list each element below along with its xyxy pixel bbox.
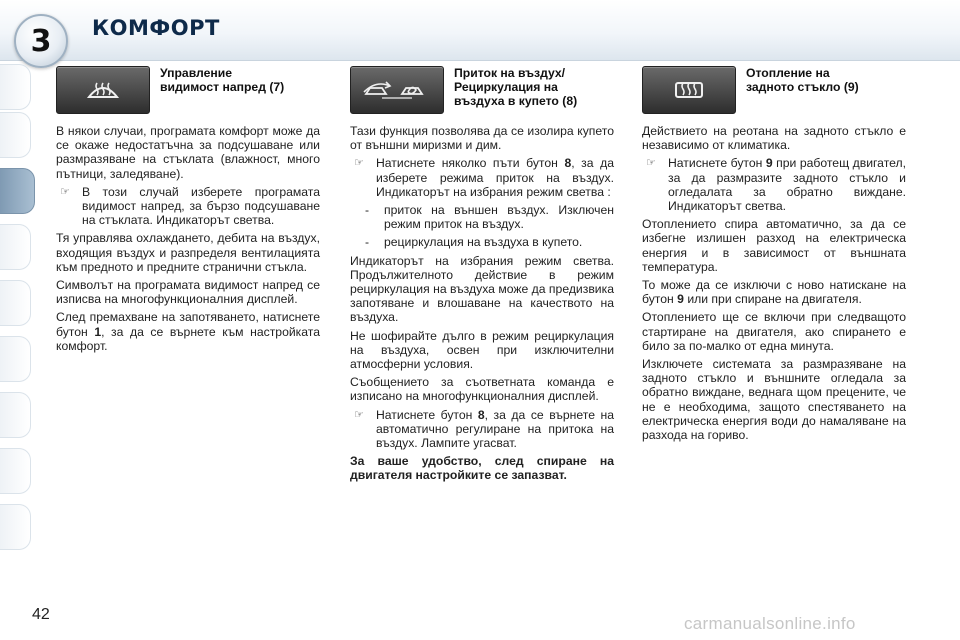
paragraph: В някои случаи, програмата комфорт може да се окаже недостатъчна за подсушаване или размразяване на стъклата (влажност, много пътници, заледяване). <box>56 124 320 181</box>
button-reference: 8 <box>477 407 485 422</box>
section-heading-row <box>350 66 614 116</box>
pointing-hand-icon: ☞ <box>354 156 364 170</box>
section-body <box>642 124 906 442</box>
section-heading: Отопление на задното стъкло (9) <box>746 66 859 94</box>
button-reference: 1 <box>94 324 102 339</box>
section-heading: Управление видимост напред (7) <box>160 66 285 94</box>
side-tab-8[interactable] <box>0 448 31 494</box>
paragraph: Символът на програмата видимост напред се изписва на многофункционалния дисплей. <box>56 278 320 307</box>
instruction-item <box>350 408 614 451</box>
button-reference: 9 <box>765 156 773 171</box>
instruction-text: В този случай изберете програмата видимост напред, за бързо подсушаване на стъклата. Индикаторът светва. <box>82 184 320 228</box>
text-span: След премахване на запотяването, натиснете бутон <box>56 310 320 339</box>
indented-paragraph: Съобщението за съответната команда е изписано на многофункционалния дисплей. <box>350 375 614 404</box>
instruction-text <box>668 156 906 213</box>
text-span: Натиснете няколко пъти бутон <box>376 156 565 171</box>
section-air-recirculation <box>350 66 614 487</box>
chapter-side-tabs <box>0 62 32 582</box>
paragraph: Изключете системата за размразяване на задното стъкло и външните огледала за обратно виждане, веднага щом прецените, че не е необходима, защото спестяването на електрическа енергия води до намаляване на разхода на гориво. <box>642 357 906 443</box>
button-reference: 9 <box>677 292 684 307</box>
instruction-text <box>376 156 614 199</box>
side-tab-5[interactable] <box>0 280 31 326</box>
section-heading-row <box>642 66 906 116</box>
section-body <box>56 124 320 353</box>
section-body <box>350 124 614 483</box>
pointing-hand-icon: ☞ <box>646 156 656 170</box>
instruction-item <box>642 156 906 213</box>
rear-screen-heating-icon <box>642 66 736 114</box>
instruction-text <box>376 408 614 451</box>
paragraph: Отоплението ще се включи при следващото стартиране на двигателя, ако спирането е било за по-малко от една минута. <box>642 310 906 353</box>
chapter-title: КОМФОРТ <box>92 16 220 40</box>
side-tab-3-active[interactable] <box>0 168 35 214</box>
button-reference: 8 <box>564 156 572 171</box>
section-rear-screen-heating <box>642 66 906 446</box>
header-bar <box>0 0 960 61</box>
paragraph <box>56 310 320 353</box>
chapter-number-badge: 3 <box>14 14 68 68</box>
section-heading-row <box>56 66 320 116</box>
indented-paragraph: Индикаторът на избрания режим светва. Продължителното действие в режим рециркулация на въздуха може да предизвика запотяване и влошаване на качеството на въздуха. <box>350 253 614 325</box>
mode-text: приток на външен въздух. Изключен режим приток на въздух. <box>384 203 614 232</box>
air-recirculation-icon <box>350 66 444 114</box>
side-tab-1[interactable] <box>0 64 31 110</box>
side-tab-4[interactable] <box>0 224 31 270</box>
instruction-item <box>56 185 320 228</box>
mode-item: - приток на външен въздух. Изключен режим приток на въздух. <box>364 203 614 232</box>
page-number: 42 <box>32 606 50 623</box>
paragraph <box>642 278 906 306</box>
side-tab-7[interactable] <box>0 392 31 438</box>
mode-text: рециркулация на въздуха в купето. <box>384 235 583 250</box>
bold-note: За ваше удобство, след спиране на двигателя настройките се запазват. <box>350 454 614 483</box>
text-span: , за да се върнете на автоматично регулиране на притока на въздух. Лампите угасват. <box>376 407 614 451</box>
pointing-hand-icon: ☞ <box>354 407 364 421</box>
paragraph: Тази функция позволява да се изолира купето от външни миризми и дим. <box>350 124 614 153</box>
text-span: или при спиране на двигателя. <box>683 292 862 307</box>
side-tab-9[interactable] <box>0 504 31 550</box>
paragraph: Действието на реотана на задното стъкло е независимо от климатика. <box>642 124 906 153</box>
paragraph: Тя управлява охлаждането, дебита на въздух, входящия въздух и разпределя вентилацията към предното и предните странични стъкла. <box>56 231 320 274</box>
text-span: То може да се изключи с ново натискане на бутон <box>642 278 906 307</box>
paragraph: Отоплението спира автоматично, за да се избегне излишен разход на електрическа енергия и в зависимост от външната температура. <box>642 217 906 274</box>
text-span: Натиснете бутон <box>376 407 478 422</box>
watermark: carmanualsonline.info <box>684 614 856 633</box>
text-span: Натиснете бутон <box>668 156 766 171</box>
section-windscreen-visibility <box>56 66 320 357</box>
mode-item: - рециркулация на въздуха в купето. <box>350 235 614 249</box>
pointing-hand-icon: ☞ <box>60 184 70 198</box>
side-tab-2[interactable] <box>0 112 31 158</box>
instruction-item <box>350 156 614 199</box>
text-span: , за да се върнете към настройката комфорт. <box>56 324 320 353</box>
text-span: при работещ двигател, за да размразите задното стъкло и огледалата за обратно виждане. Индикаторът светва. <box>668 156 907 214</box>
side-tab-6[interactable] <box>0 336 31 382</box>
text-span: , за да изберете режима приток на въздух. Индикаторът на избрания режим светва : <box>376 156 614 199</box>
indented-paragraph: Не шофирайте дълго в режим рециркулация на въздуха, освен при изключителни атмосферни условия. <box>350 328 614 372</box>
section-heading: Приток на въздух/ Рециркулация на въздуха в купето (8) <box>454 66 578 108</box>
windscreen-demist-icon <box>56 66 150 114</box>
